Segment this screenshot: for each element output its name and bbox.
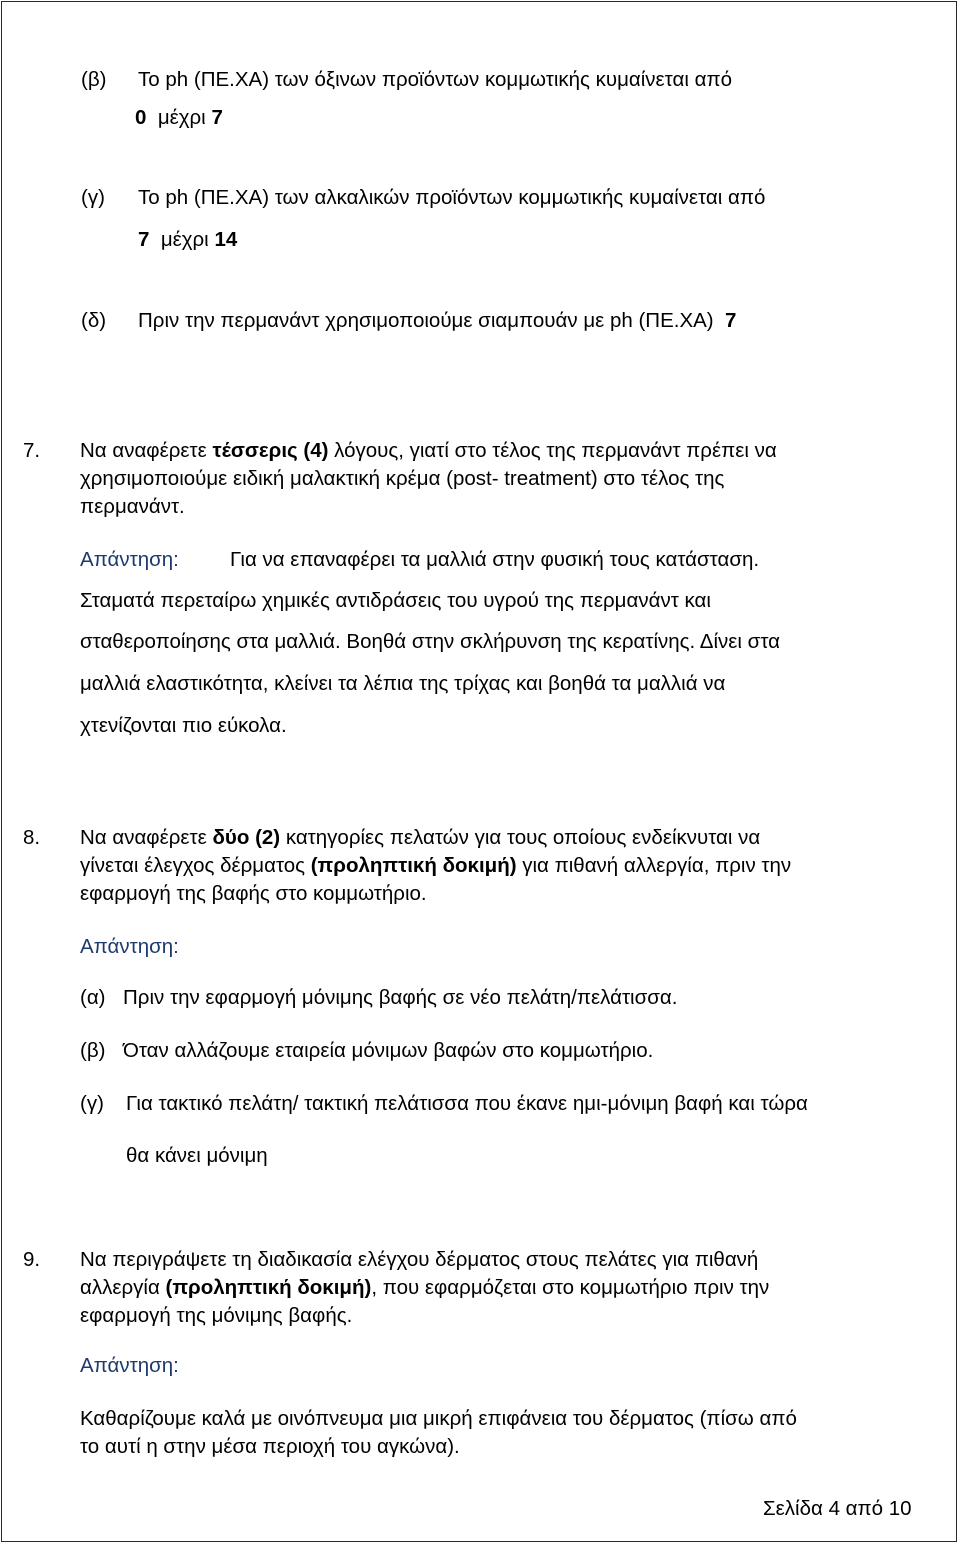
q8-line3: εφαρμογή της βαφής στο κομμωτήριο. xyxy=(80,882,427,905)
q9-answer-2: το αυτί η στην μέσα περιοχή του αγκώνα). xyxy=(80,1435,460,1458)
item-b-line2: 0 μέχρι 7 xyxy=(135,106,223,129)
q9-line3: εφαρμογή της μόνιμης βαφής. xyxy=(80,1304,353,1327)
q7-answer-5: χτενίζονται πιο εύκολα. xyxy=(80,714,287,737)
q7-line1: Να αναφέρετε τέσσερις (4) λόγους, γιατί στο τέλος της περμανάντ πρέπει να xyxy=(80,439,777,462)
item-d-label: (δ) xyxy=(81,309,107,332)
q8-line2: γίνεται έλεγχος δέρματος (προληπτική δοκιμή) για πιθανή αλλεργία, πριν την xyxy=(80,854,792,877)
q8-answer-label: Απάντηση: xyxy=(80,935,179,958)
q7-number: 7. xyxy=(23,439,41,462)
item-d-text: Πριν την περμανάντ χρησιμοποιούμε σιαμπουάν με ph (ΠΕ.ΧΑ) 7 xyxy=(138,309,737,332)
q8-line1: Να αναφέρετε δύο (2) κατηγορίες πελατών για τους οποίους ενδείκνυται να xyxy=(80,826,761,849)
q9-number: 9. xyxy=(23,1248,41,1271)
q8-answer-c-label: (γ) xyxy=(80,1092,104,1115)
q8-answer-c-text: Για τακτικό πελάτη/ τακτική πελάτισσα που έκανε ημι-μόνιμη βαφή και τώρα xyxy=(126,1092,808,1115)
q9-answer-1: Καθαρίζουμε καλά με οινόπνευμα μια μικρή επιφάνεια του δέρματος (πίσω από xyxy=(80,1407,797,1430)
page-number: Σελίδα 4 από 10 xyxy=(763,1497,912,1520)
item-b-line1: Το ph (ΠΕ.ΧΑ) των όξινων προϊόντων κομμωτικής κυμαίνεται από xyxy=(138,68,732,91)
q8-answer-a-text: Πριν την εφαρμογή μόνιμης βαφής σε νέο πελάτη/πελάτισσα. xyxy=(123,986,678,1009)
q8-answer-c-text2: θα κάνει μόνιμη xyxy=(126,1144,268,1167)
q8-answer-a-label: (α) xyxy=(80,986,106,1009)
q7-answer-2: Σταματά περεταίρω χημικές αντιδράσεις του υγρού της περμανάντ και xyxy=(80,589,711,612)
q7-answer-3: σταθεροποίησης στα μαλλιά. Βοηθά στην σκλήρυνση της κερατίνης. Δίνει στα xyxy=(80,630,780,653)
q7-answer-4: μαλλιά ελαστικότητα, κλείνει τα λέπια της τρίχας και βοηθά τα μαλλιά να xyxy=(80,672,726,695)
q9-answer-label: Απάντηση: xyxy=(80,1354,179,1377)
item-c-line1: Το ph (ΠΕ.ΧΑ) των αλκαλικών προϊόντων κομμωτικής κυμαίνεται από xyxy=(138,186,766,209)
q9-line1: Να περιγράψετε τη διαδικασία ελέγχου δέρματος στους πελάτες για πιθανή xyxy=(80,1248,759,1271)
q8-answer-b-text: Όταν αλλάζουμε εταιρεία μόνιμων βαφών στο κομμωτήριο. xyxy=(123,1039,654,1062)
q9-line2: αλλεργία (προληπτική δοκιμή), που εφαρμόζεται στο κομμωτήριο πριν την xyxy=(80,1276,770,1299)
q8-number: 8. xyxy=(23,826,41,849)
q7-line3: περμανάντ. xyxy=(80,495,185,518)
item-c-label: (γ) xyxy=(81,186,105,209)
q8-answer-b-label: (β) xyxy=(80,1039,106,1062)
q7-answer-1: Για να επαναφέρει τα μαλλιά στην φυσική τους κατάσταση. xyxy=(230,548,760,571)
q7-answer-label: Απάντηση: xyxy=(80,548,179,571)
item-b-label: (β) xyxy=(81,68,107,91)
q7-line2: χρησιμοποιούμε ειδική μαλακτική κρέμα (post- treatment) στο τέλος της xyxy=(80,467,725,490)
item-c-line2: 7 μέχρι 14 xyxy=(138,228,238,251)
